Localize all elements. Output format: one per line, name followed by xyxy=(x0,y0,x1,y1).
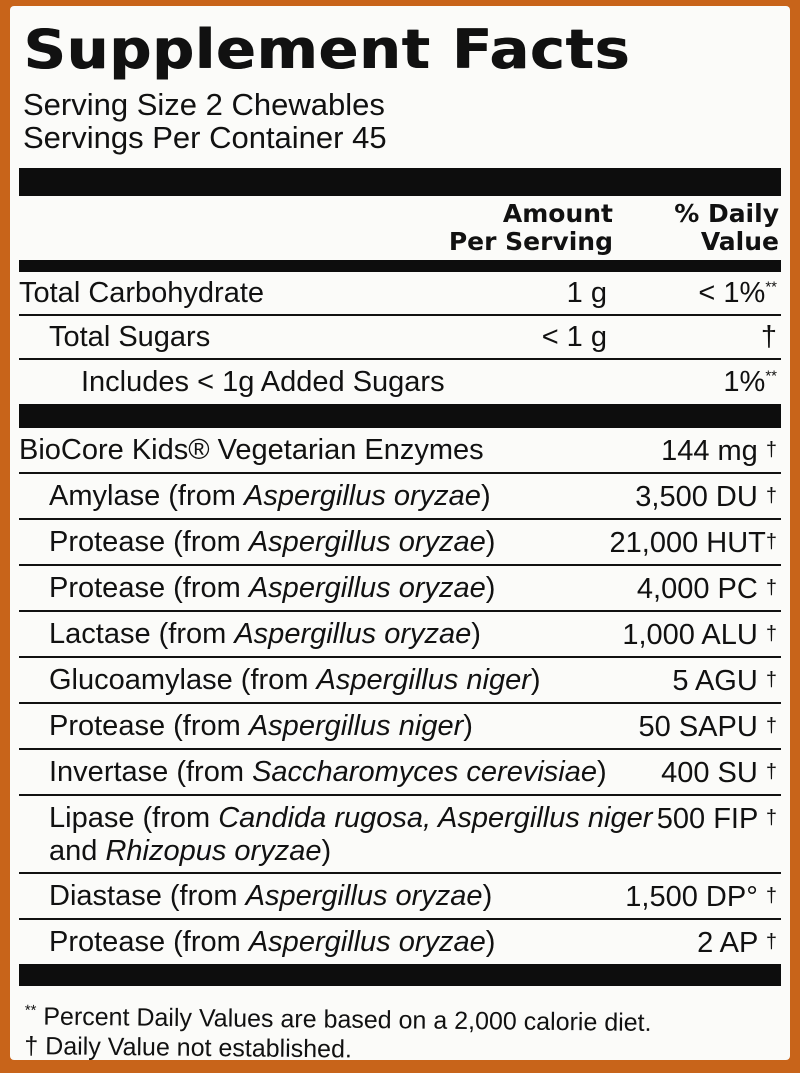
nutrient-name: Includes < 1g Added Sugars xyxy=(81,365,445,398)
dagger-mark: † xyxy=(765,531,777,553)
enzyme-amount: 1,000 ALU † xyxy=(622,619,777,651)
footnote-text: Percent Daily Values are based on a 2,000 calorie diet. xyxy=(43,1002,652,1037)
enzyme-name: Lactase (from Aspergillus oryzae) xyxy=(49,618,481,650)
divider-thick xyxy=(19,964,781,986)
blend-amount-cell xyxy=(661,434,781,468)
blend-row xyxy=(19,428,781,474)
footnote-text: Daily Value not established. xyxy=(45,1032,353,1064)
enzyme-amount: 4,000 PC † xyxy=(636,573,777,605)
serving-size: Serving Size 2 Chewables xyxy=(23,87,385,122)
nutrient-row-sugars xyxy=(19,316,781,360)
amount-header xyxy=(413,200,613,256)
dagger-mark: † xyxy=(765,807,777,829)
nutrient-name: Total Sugars xyxy=(49,320,211,353)
nutrient-dv xyxy=(667,321,781,354)
enzyme-name: Protease (from Aspergillus oryzae) xyxy=(49,526,496,558)
enzyme-row xyxy=(19,520,781,566)
enzyme-amount: 21,000 HUT† xyxy=(609,527,777,559)
divider-thick xyxy=(19,168,781,196)
nutrient-amount: 1 g xyxy=(566,276,607,309)
enzyme-row xyxy=(19,750,781,796)
nutrient-amount: < 1 g xyxy=(541,320,607,353)
nutrient-row-added-sugars xyxy=(19,360,781,404)
enzyme-name: Diastase (from Aspergillus oryzae) xyxy=(49,880,493,912)
enzyme-amount: 2 AP † xyxy=(697,927,777,959)
enzyme-row xyxy=(19,612,781,658)
dagger-mark: † xyxy=(765,885,777,907)
enzyme-row xyxy=(19,920,781,964)
footnotes xyxy=(18,986,781,1069)
enzyme-name: Invertase (from Saccharomyces cerevisiae) xyxy=(49,756,607,788)
blend-amount: 144 mg xyxy=(661,435,758,467)
dv-mark: ** xyxy=(765,277,777,295)
enzyme-row xyxy=(19,796,781,874)
dagger-mark: † xyxy=(765,669,777,691)
divider-medium xyxy=(19,260,781,272)
enzyme-row xyxy=(19,874,781,920)
enzyme-amount: 400 SU † xyxy=(661,757,777,789)
amount-header-line1: Amount xyxy=(502,199,613,228)
dv-mark: ** xyxy=(765,366,777,384)
dagger-mark: † xyxy=(765,485,777,507)
enzyme-row xyxy=(19,566,781,612)
footnote-mark: † xyxy=(24,1032,39,1061)
enzyme-name: Lipase (from Candida rugosa, Aspergillus niger and Rhizopus oryzae) xyxy=(49,802,653,867)
dv-value: < 1% xyxy=(698,276,766,309)
enzyme-list xyxy=(19,474,781,964)
nutrient-dv xyxy=(667,366,781,399)
amount-header-line2: Per Serving xyxy=(448,227,613,256)
dagger-mark: † xyxy=(765,577,777,599)
enzyme-amount: 500 FIP † xyxy=(656,803,777,835)
supplement-facts-panel xyxy=(10,6,790,1064)
dagger-mark: † xyxy=(765,715,777,737)
dagger-mark: † xyxy=(765,439,777,461)
enzyme-amount: 3,500 DU † xyxy=(635,481,777,513)
dagger-mark: † xyxy=(765,931,777,953)
nutrient-row-carbohydrate xyxy=(19,272,781,316)
enzyme-name: Protease (from Aspergillus niger) xyxy=(49,710,473,742)
enzyme-name: Glucoamylase (from Aspergillus niger) xyxy=(49,664,541,696)
footnote-mark: ** xyxy=(24,1002,37,1020)
enzyme-row xyxy=(19,658,781,704)
dv-value: † xyxy=(760,320,777,353)
enzyme-row xyxy=(19,474,781,520)
enzyme-row xyxy=(19,704,781,750)
dv-header-line2: Value xyxy=(700,227,779,256)
daily-value-header xyxy=(669,200,781,256)
dv-value: 1% xyxy=(723,365,766,398)
panel-title: Supplement Facts xyxy=(23,18,631,81)
dv-header-line1: % Daily xyxy=(674,199,779,228)
enzyme-amount: 5 AGU † xyxy=(672,665,777,697)
blend-name: BioCore Kids® Vegetarian Enzymes xyxy=(19,434,484,466)
divider-thick xyxy=(19,404,781,428)
enzyme-amount: 50 SAPU † xyxy=(638,711,777,743)
nutrient-name: Total Carbohydrate xyxy=(19,276,265,309)
enzyme-name: Protease (from Aspergillus oryzae) xyxy=(49,926,496,958)
enzyme-name: Protease (from Aspergillus oryzae) xyxy=(49,572,496,604)
column-header xyxy=(19,196,781,260)
enzyme-name: Amylase (from Aspergillus oryzae) xyxy=(49,480,491,512)
dagger-mark: † xyxy=(765,623,777,645)
nutrient-dv xyxy=(667,277,781,310)
servings-per-container: Servings Per Container 45 xyxy=(23,120,387,155)
dagger-mark: † xyxy=(765,761,777,783)
enzyme-amount: 1,500 DP° † xyxy=(625,881,777,913)
